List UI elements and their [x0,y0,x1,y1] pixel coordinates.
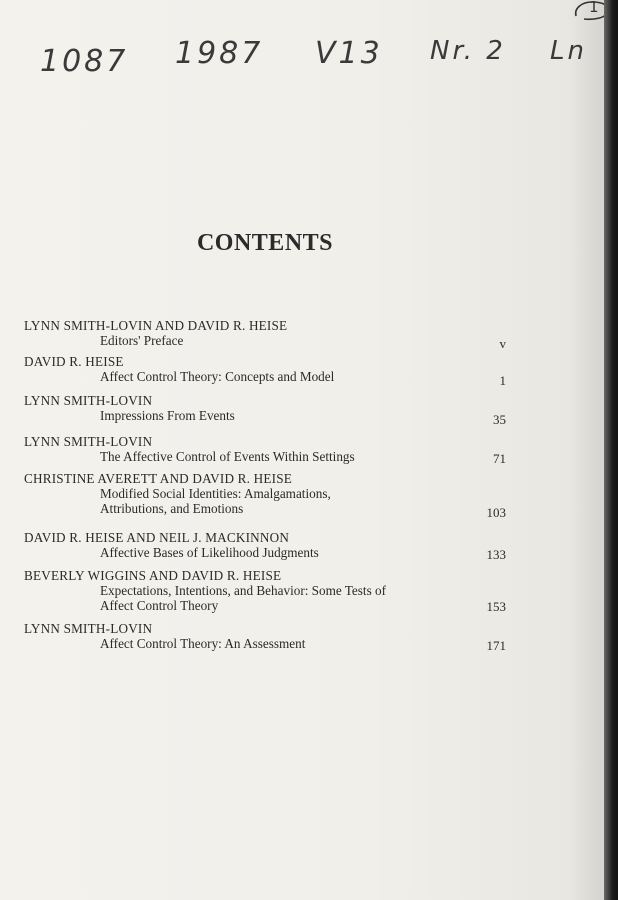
toc-authors: LYNN SMITH-LOVIN [24,393,153,408]
handwritten-volume: V13 [315,36,383,71]
toc-page-number: 35 [493,412,506,427]
handwritten-call-number: 1087 [40,44,129,79]
page-title: CONTENTS [196,230,334,256]
toc-page-number: 1 [499,373,506,388]
toc-entry [24,434,512,471]
toc-article-title: Affective Bases of Likelihood Judgments [100,545,319,560]
toc-authors: LYNN SMITH-LOVIN [24,621,153,636]
toc-authors: LYNN SMITH-LOVIN AND DAVID R. HEISE [24,318,288,333]
toc-entry [24,471,512,530]
toc-page-number: v [499,336,506,351]
handwritten-year: 1987 [175,36,264,71]
toc-entry [24,354,512,393]
toc-page-number: 133 [486,547,506,562]
toc-entry [24,621,512,657]
toc-entry [24,530,512,568]
toc-page-number: 153 [486,599,506,614]
toc-entry [24,318,512,354]
toc-article-title-line-2: Attributions, and Emotions [100,501,244,516]
toc-entry [24,393,512,434]
toc-article-title: Editors' Preface [100,333,184,348]
toc-authors: LYNN SMITH-LOVIN [24,434,153,449]
toc-entry [24,568,512,621]
handwritten-number: Nr. 2 [430,36,506,66]
handwritten-extra: Ln [550,36,587,66]
toc-article-title: Affect Control Theory: Concepts and Model [100,369,335,384]
toc-page-number: 103 [486,505,506,520]
table-of-contents [24,318,512,657]
toc-article-title: Affect Control Theory: An Assessment [100,636,306,651]
toc-article-title-line-1: Modified Social Identities: Amalgamations, [100,486,331,501]
corner-mark-text: 1 [589,0,599,16]
toc-authors: CHRISTINE AVERETT AND DAVID R. HEISE [24,471,293,486]
toc-article-title-line-1: Expectations, Intentions, and Behavior: Some Tests of [100,583,386,598]
toc-authors: DAVID R. HEISE [24,354,124,369]
toc-article-title-line-2: Affect Control Theory [100,598,219,613]
handwritten-annotation [40,26,600,96]
toc-page-number: 171 [486,638,506,653]
binding-spine-shadow [604,0,618,900]
toc-article-title: Impressions From Events [100,408,235,423]
toc-article-title: The Affective Control of Events Within Settings [100,449,355,464]
toc-authors: DAVID R. HEISE AND NEIL J. MACKINNON [24,530,290,545]
toc-authors: BEVERLY WIGGINS AND DAVID R. HEISE [24,568,282,583]
toc-page-number: 71 [493,451,506,466]
